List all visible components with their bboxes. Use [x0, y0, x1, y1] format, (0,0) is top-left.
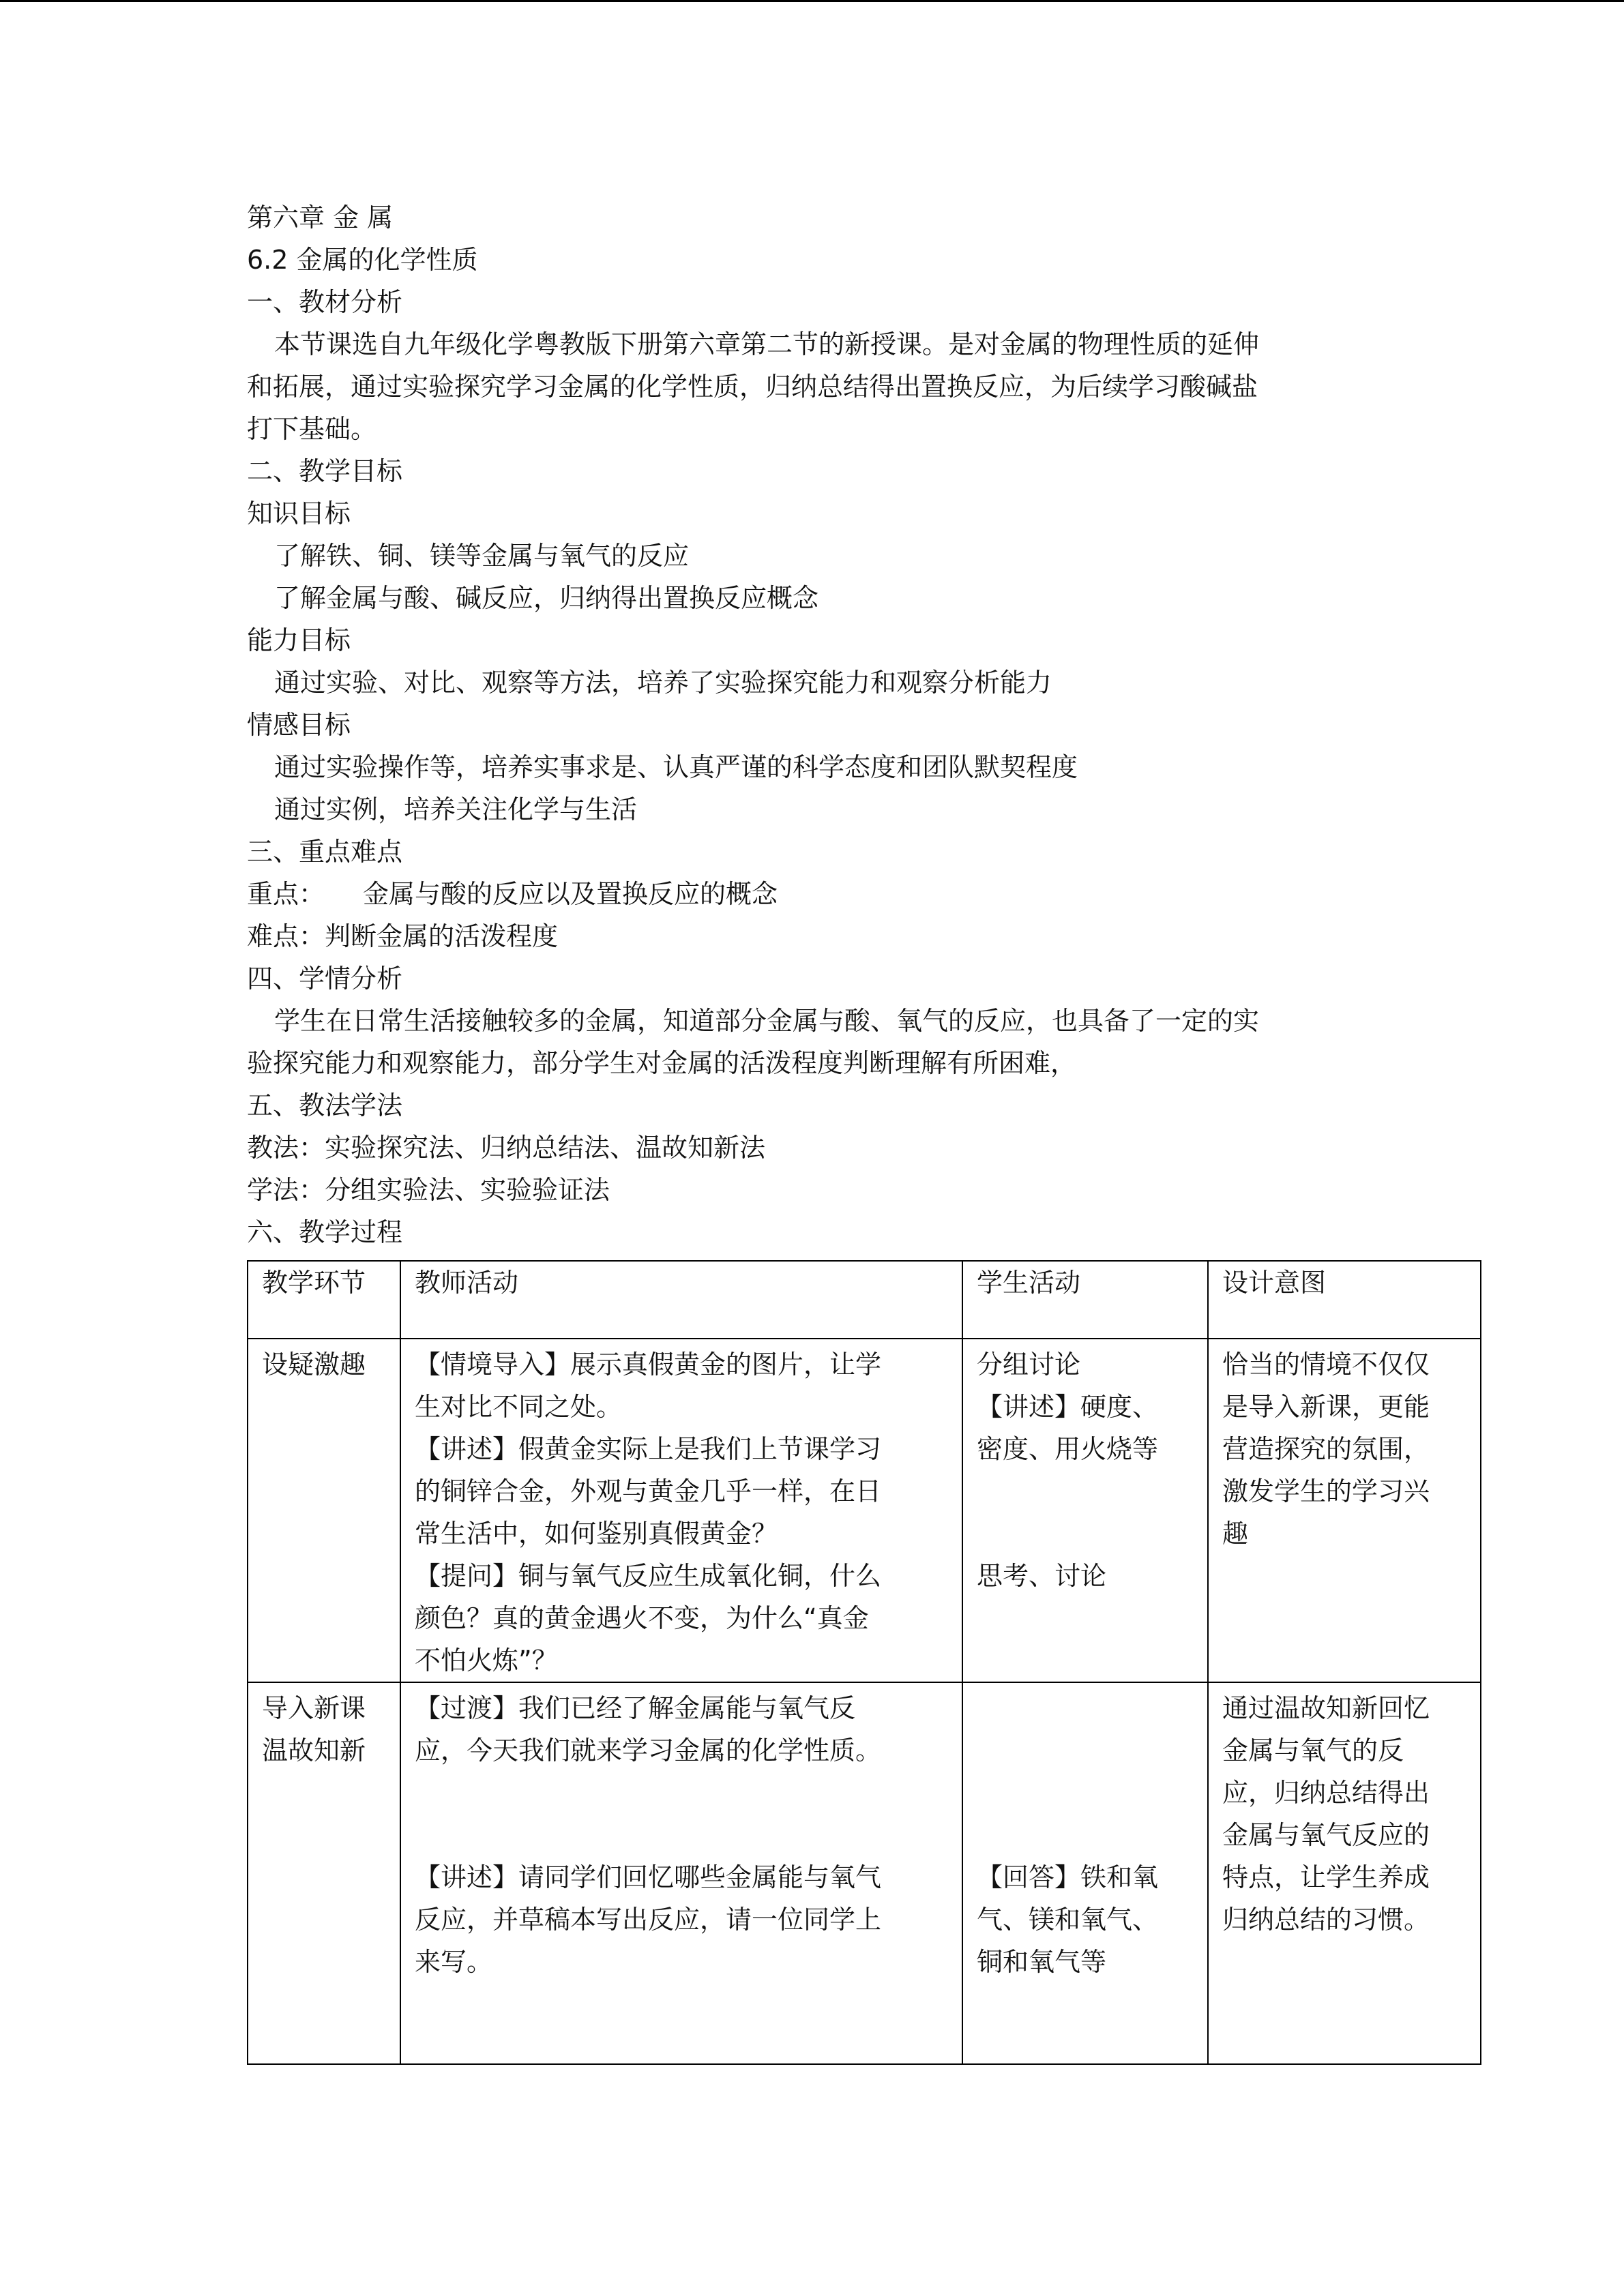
- stage-cell: [248, 1339, 400, 1682]
- teacher-line: 【讲述】假黄金实际上是我们上节课学习: [415, 1434, 882, 1464]
- student-line: [977, 1729, 1194, 1772]
- teacher-line: 【过渡】我们已经了解金属能与氧气反: [415, 1693, 856, 1723]
- knowledge-item: 了解金属与酸、碱反应，归纳得出置换反应概念: [274, 583, 819, 613]
- intent-line: 应，归纳总结得出: [1222, 1778, 1430, 1808]
- header-student: 学生活动: [962, 1261, 1208, 1339]
- intent-line: 金属与氧气反应的: [1222, 1820, 1430, 1850]
- s2-heading: 二、教学目标: [247, 456, 403, 486]
- s1-heading: 一、教材分析: [247, 287, 403, 317]
- header-teacher: 教师活动: [400, 1261, 962, 1339]
- teacher-line: 应，今天我们就来学习金属的化学性质。: [415, 1735, 882, 1765]
- ability-heading: 能力目标: [247, 625, 351, 655]
- s1-line: 和拓展，通过实验探究学习金属的化学性质，归纳总结得出置换反应，为后续学习酸碱盐: [247, 372, 1258, 402]
- student-cell: [962, 1682, 1208, 2064]
- s4-line: 验探究能力和观察能力，部分学生对金属的活泼程度判断理解有所困难，: [247, 1048, 1077, 1078]
- key-point: [247, 873, 1481, 915]
- student-line: 分组讨论: [977, 1350, 1081, 1380]
- intent-line: 通过温故知新回忆: [1222, 1693, 1430, 1723]
- key-point-label: 重点：: [247, 879, 325, 909]
- intent-line: 恰当的情境不仅仅: [1222, 1350, 1430, 1380]
- student-line: [977, 1814, 1194, 1856]
- student-line: 【回答】铁和氧: [977, 1862, 1159, 1892]
- knowledge-item: 了解铁、铜、镁等金属与氧气的反应: [274, 541, 690, 571]
- s1-line: 打下基础。: [247, 414, 377, 444]
- s3-heading: 三、重点难点: [247, 837, 403, 867]
- teacher-line: 常生活中，如何鉴别真假黄金？: [415, 1519, 778, 1549]
- header-stage: 教学环节: [248, 1261, 400, 1339]
- teacher-cell: [400, 1682, 962, 2064]
- student-line: 【讲述】硬度、: [977, 1392, 1159, 1422]
- student-line: 密度、用火烧等: [977, 1434, 1159, 1464]
- teacher-line: 【提问】铜与氧气反应生成氧化铜，什么: [415, 1561, 882, 1591]
- section-title: 6.2 金属的化学性质: [247, 245, 478, 275]
- intent-cell: [1208, 1682, 1481, 2064]
- table-row: [248, 1682, 1481, 2064]
- s4-heading: 四、学情分析: [247, 964, 403, 994]
- s1-line: 本节课选自九年级化学粤教版下册第六章第二节的新授课。是对金属的物理性质的延伸: [274, 329, 1260, 359]
- intent-cell: [1208, 1339, 1481, 1682]
- intent-line: 金属与氧气的反: [1222, 1735, 1404, 1765]
- ability-item: 通过实验、对比、观察等方法，培养了实验探究能力和观察分析能力: [274, 668, 1052, 698]
- intent-line: 特点，让学生养成: [1222, 1862, 1430, 1892]
- key-point-text: 金属与酸的反应以及置换反应的概念: [363, 879, 778, 909]
- stage-cell: [248, 1682, 400, 2064]
- learning-method: 学法：分组实验法、实验验证法: [247, 1175, 610, 1205]
- s6-heading: 六、教学过程: [247, 1217, 403, 1247]
- teacher-line: 来写。: [415, 1947, 493, 1977]
- teacher-line: 颜色？真的黄金遇火不变，为什么“真金: [415, 1603, 869, 1633]
- table-header-row: [248, 1261, 1481, 1339]
- student-line: [977, 1687, 1194, 1729]
- student-line: [977, 1470, 1194, 1512]
- process-table: [247, 1260, 1481, 2065]
- student-line: 思考、讨论: [977, 1561, 1107, 1591]
- knowledge-heading: 知识目标: [247, 498, 351, 528]
- teacher-line: [415, 1772, 948, 1814]
- student-line: [977, 1772, 1194, 1814]
- teaching-method: 教法：实验探究法、归纳总结法、温故知新法: [247, 1133, 766, 1163]
- stage-line: 温故知新: [262, 1735, 366, 1765]
- stage-line: 设疑激趣: [262, 1350, 366, 1380]
- intent-line: 激发学生的学习兴: [1222, 1476, 1430, 1506]
- s1-paragraph: [247, 323, 1393, 450]
- chapter-title: 第六章 金 属: [247, 203, 394, 233]
- difficulty-point: 难点：判断金属的活泼程度: [247, 921, 559, 951]
- emotion-heading: 情感目标: [247, 710, 351, 740]
- teacher-line: 【讲述】请同学们回忆哪些金属能与氧气: [415, 1862, 882, 1892]
- teacher-line: 不怕火炼”？: [415, 1645, 558, 1675]
- intent-line: 趣: [1222, 1519, 1249, 1549]
- document-body: [247, 196, 1481, 1253]
- student-line: 铜和氧气等: [977, 1947, 1107, 1977]
- teacher-line: 生对比不同之处。: [415, 1392, 623, 1422]
- teacher-line: 的铜锌合金，外观与黄金几乎一样，在日: [415, 1476, 882, 1506]
- student-cell: [962, 1339, 1208, 1682]
- emotion-item: 通过实例，培养关注化学与生活: [274, 794, 638, 824]
- header-intent: 设计意图: [1208, 1261, 1481, 1339]
- s4-paragraph: [247, 1000, 1393, 1084]
- teacher-cell: [400, 1339, 962, 1682]
- teacher-line: 反应，并草稿本写出反应，请一位同学上: [415, 1905, 882, 1935]
- s4-line: 学生在日常生活接触较多的金属，知道部分金属与酸、氧气的反应，也具备了一定的实: [274, 1006, 1260, 1036]
- page-top-border: [0, 0, 1624, 2]
- student-line: 气、镁和氧气、: [977, 1905, 1159, 1935]
- intent-line: 营造探究的氛围，: [1222, 1434, 1430, 1464]
- table-row: [248, 1339, 1481, 1682]
- teacher-line: [415, 1814, 948, 1856]
- stage-line: 导入新课: [262, 1693, 366, 1723]
- intent-line: 是导入新课，更能: [1222, 1392, 1430, 1422]
- emotion-item: 通过实验操作等，培养实事求是、认真严谨的科学态度和团队默契程度: [274, 752, 1078, 782]
- s5-heading: 五、教法学法: [247, 1090, 403, 1120]
- teacher-line: 【情境导入】展示真假黄金的图片，让学: [415, 1350, 882, 1380]
- intent-line: 归纳总结的习惯。: [1222, 1905, 1430, 1935]
- student-line: [977, 1512, 1194, 1555]
